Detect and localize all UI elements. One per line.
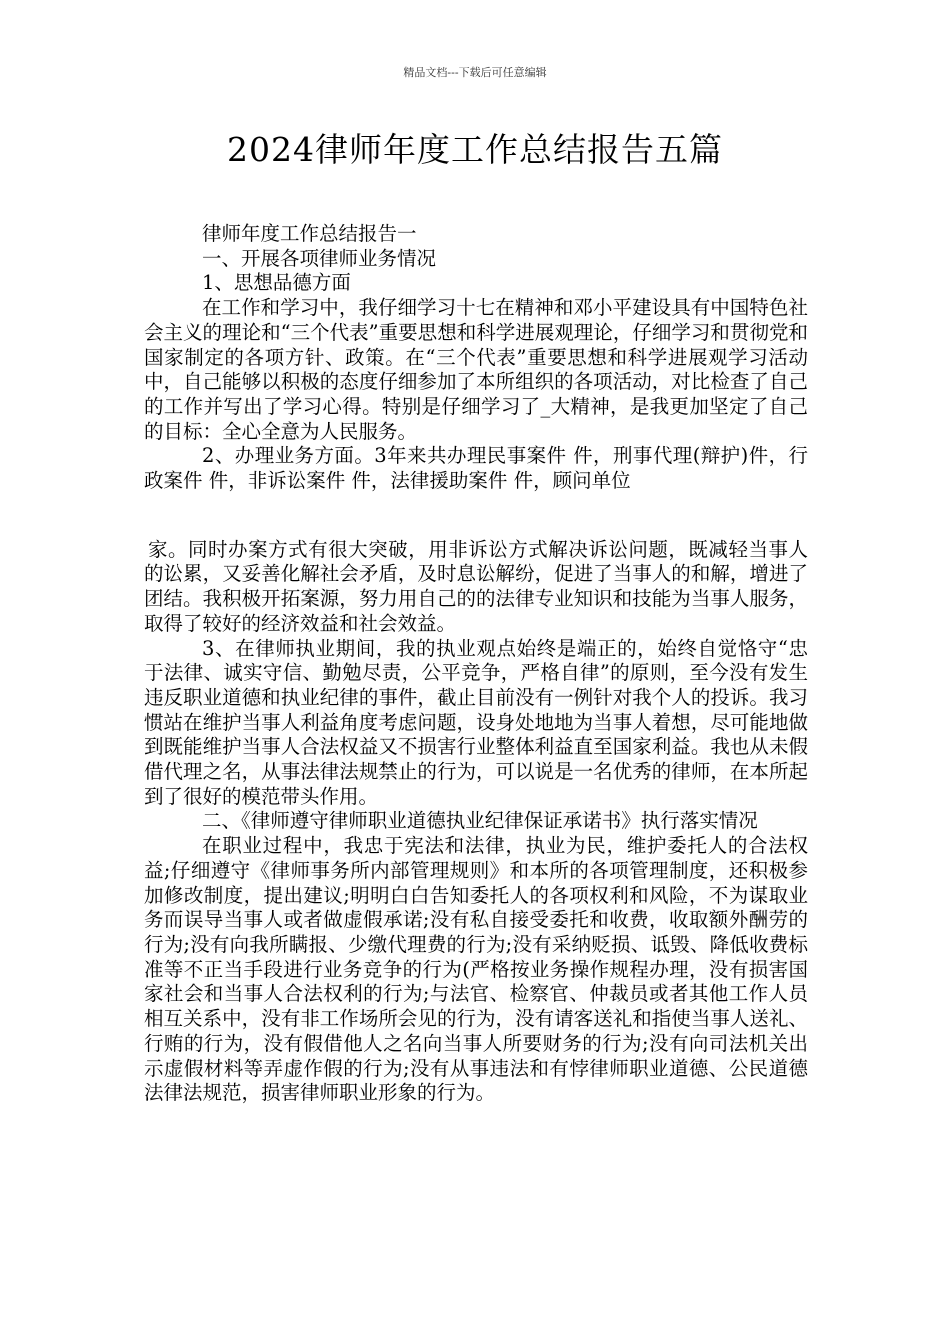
document-title: 2024律师年度工作总结报告五篇 bbox=[227, 130, 723, 169]
report-subtitle: 律师年度工作总结报告一 bbox=[202, 222, 417, 245]
paragraph-gap bbox=[144, 494, 808, 538]
page-header-note: 精品文档---下载后可任意编辑 bbox=[403, 66, 547, 79]
subsection-heading-1: 1、思想品德方面 bbox=[202, 271, 351, 295]
document-body bbox=[144, 222, 808, 1106]
paragraph-commitment: 在职业过程中，我忠于宪法和法律，执业为民，维护委托人的合法权益;仔细遵守《律师事务所内部管理规则》和本所的各项管理制度，还积极参加修改制度，提出建议;明明白白告知委托人的各项权利和风险，不为谋取业务而误导当事人或者做虚假承诺;没有私自接受委托和收费，收取额外酬劳的行为;没有向我所瞒报、少缴代理费的行为;没有采纳贬损、诋毁、降低收费标准等不正当手段进行业务竞争的行为(严格按业务操作规程办理，没有损害国家社会和当事人合法权利的行为;与法官、检察官、仲裁员或者其他工作人员相互关系中，没有非工作场所会见的行为，没有请客送礼和指使当事人送礼、行贿的行为，没有假借他人之名向当事人所要财务的行为;没有向司法机关出示虚假材料等弄虚作假的行为;没有从事违法和有悖律师职业道德、公民道德法律法规范，损害律师职业形象的行为。 bbox=[144, 834, 808, 1105]
paragraph-business: 2、办理业务方面。3年来共办理民事案件 件，刑事代理(辩护)件，行政案件 件，非诉讼案件 件，法律援助案件 件，顾问单位 bbox=[144, 444, 808, 493]
paragraph-practice: 3、在律师执业期间，我的执业观点始终是端正的，始终自觉恪守“忠于法律、诚实守信、勤勉尽责，公平竞争，严格自律”的原则，至今没有发生违反职业道德和执业纪律的事件，截止目前没有一例针对我个人的投诉。我习惯站在维护当事人利益角度考虑问题，设身处地地为当事人着想，尽可能地做到既能维护当事人合法权益又不损害行业整体利益直至国家利益。我也从未假借代理之名，从事法律法规禁止的行为，可以说是一名优秀的律师，在本所起到了很好的模范带头作用。 bbox=[144, 636, 808, 808]
section-heading-2: 二、《律师遵守律师职业道德执业纪律保证承诺书》执行落实情况 bbox=[202, 809, 758, 833]
paragraph-business-continued: 家。同时办案方式有很大突破，用非诉讼方式解决诉讼问题，既减轻当事人的讼累，又妥善化解社会矛盾，及时息讼解纷，促进了当事人的和解，增进了团结。我积极开拓案源，努力用自己的的法律专业知识和技能为当事人服务，取得了较好的经济效益和社会效益。 bbox=[144, 537, 808, 635]
paragraph-ideology: 在工作和学习中，我仔细学习十七在精神和邓小平建设具有中国特色社会主义的理论和“三个代表”重要思想和科学进展观理论，仔细学习和贯彻党和国家制定的各项方针、政策。在“三个代表”重要思想和科学进展观学习活动中，自己能够以积极的态度仔细参加了本所组织的各项活动，对比检查了自己的工作并写出了学习心得。特别是仔细学习了_大精神，是我更加坚定了自己的目标：全心全意为人民服务。 bbox=[144, 296, 808, 443]
section-heading-1: 一、开展各项律师业务情况 bbox=[202, 246, 437, 270]
